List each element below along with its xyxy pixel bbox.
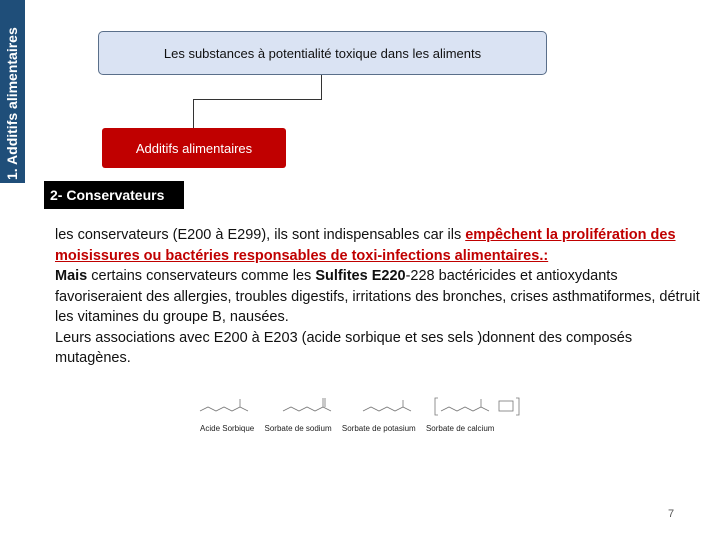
caption-sorbic-acid: Acide Sorbique — [200, 424, 255, 433]
sorbic-acid-structure — [200, 407, 248, 411]
connector-line — [193, 99, 194, 128]
child-concept-label: Additifs alimentaires — [135, 140, 253, 156]
page-number: 7 — [668, 508, 675, 520]
paragraph-2-text: certains conservateurs comme les — [87, 268, 316, 284]
caption-sodium-sorbate: Sorbate de sodium — [264, 424, 332, 433]
connector-line — [321, 75, 322, 100]
calcium-bracket-right — [516, 398, 519, 415]
calcium-sorbate-structure — [441, 407, 489, 411]
paragraph-2 — [55, 266, 700, 328]
potassium-sorbate-structure — [363, 407, 411, 411]
caption-calcium-sorbate: Sorbate de calcium — [425, 424, 495, 433]
top-concept-box — [98, 31, 547, 75]
bold-mais: Mais — [55, 268, 88, 284]
child-concept-box — [102, 128, 286, 168]
section-title-text: 2- Conservateurs — [50, 187, 165, 203]
structure-captions — [200, 424, 502, 433]
top-concept-label: Les substances à potentialité toxique dans les aliments — [163, 45, 482, 61]
paragraph-1 — [55, 225, 700, 266]
body-text — [55, 225, 700, 369]
bold-sulfites: Sulfites E220 — [315, 268, 406, 284]
connector-line — [193, 99, 321, 100]
section-title — [44, 181, 184, 209]
emphasis-text: empêchent la prolifération des moisissures ou bactéries responsables de toxi-infections alimentaires.: — [55, 227, 676, 264]
caption-potassium-sorbate: Sorbate de potasium — [341, 424, 416, 433]
chemical-structures-figure — [195, 393, 535, 421]
paragraph-2-rest: -228 bactéricides et antioxydants favoriseraient des allergies, troubles digestifs, irritations des bronches, crises asthmatiformes, détruit les vitamines du groupe B, nausées. — [55, 268, 700, 325]
sodium-sorbate-structure — [283, 407, 331, 411]
sidebar-tab — [0, 0, 25, 183]
calcium-bracket-left — [435, 398, 438, 415]
sidebar-label: 1. Additifs alimentaires — [4, 27, 20, 180]
calcium-ion-box — [499, 401, 513, 411]
paragraph-3: Leurs associations avec E200 à E203 (acide sorbique et ses sels )donnent des composés mutagènes. — [55, 329, 633, 366]
paragraph-1-text: les conservateurs (E200 à E299), ils sont indispensables car ils — [55, 227, 466, 243]
